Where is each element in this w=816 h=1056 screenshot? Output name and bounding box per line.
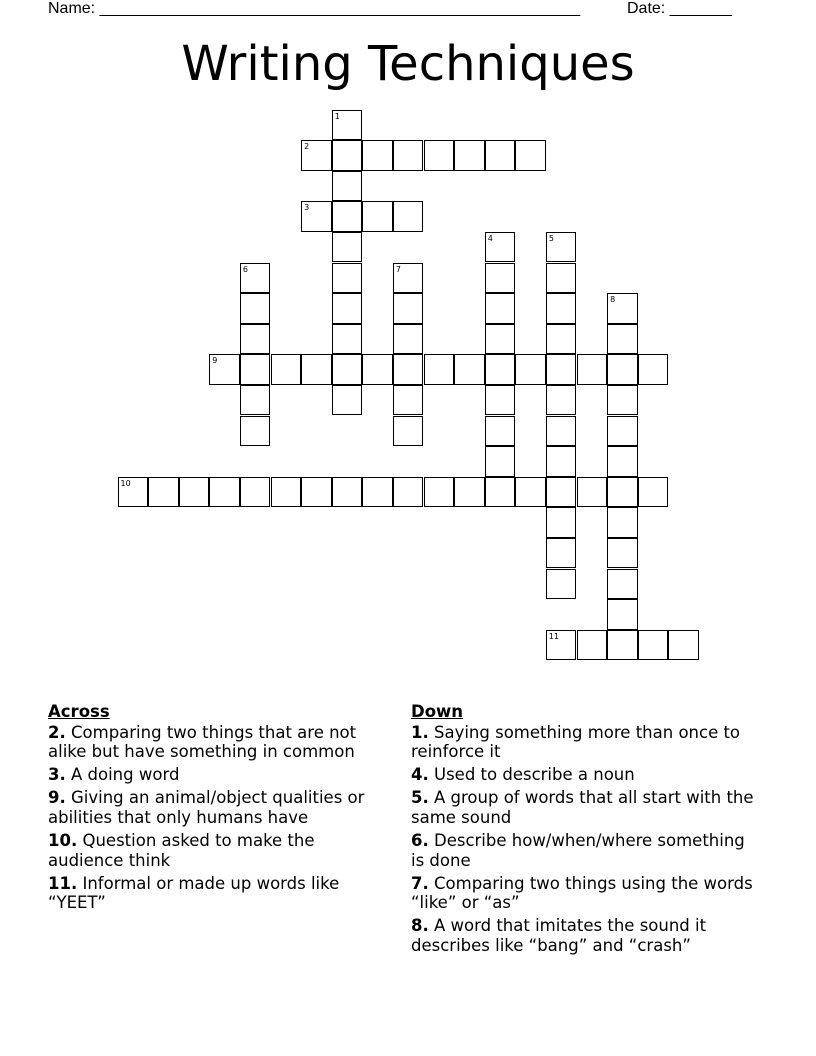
across-clue bbox=[48, 723, 393, 762]
crossword-cell[interactable] bbox=[240, 263, 271, 294]
crossword-cell[interactable] bbox=[607, 599, 638, 630]
clue-number: 5. bbox=[411, 788, 429, 808]
crossword-cell[interactable] bbox=[546, 569, 577, 600]
clue-number: 6. bbox=[411, 831, 429, 851]
down-clue bbox=[411, 831, 756, 870]
crossword-cell[interactable] bbox=[209, 354, 240, 385]
crossword-cell[interactable] bbox=[607, 507, 638, 538]
down-clues bbox=[411, 702, 756, 959]
crossword-cell[interactable] bbox=[332, 140, 363, 171]
crossword-cell[interactable] bbox=[332, 354, 363, 385]
crossword-cell[interactable] bbox=[424, 477, 455, 508]
crossword-cell[interactable] bbox=[362, 477, 393, 508]
clue-text: A group of words that all start with the same sound bbox=[411, 788, 754, 827]
cell-number: 6 bbox=[242, 264, 248, 274]
crossword-cell[interactable] bbox=[607, 538, 638, 569]
clue-number: 11. bbox=[48, 873, 78, 893]
cell-number: 2 bbox=[304, 142, 310, 152]
crossword-cell[interactable] bbox=[485, 354, 516, 385]
crossword-cell[interactable] bbox=[668, 630, 699, 661]
crossword-cell[interactable] bbox=[546, 446, 577, 477]
clue-number: 1. bbox=[411, 722, 429, 742]
crossword-cell[interactable] bbox=[240, 324, 271, 355]
cell-number: 1 bbox=[334, 111, 340, 121]
crossword-cell[interactable] bbox=[393, 324, 424, 355]
down-clue bbox=[411, 874, 756, 913]
crossword-cell[interactable] bbox=[638, 630, 669, 661]
crossword-cell[interactable] bbox=[485, 293, 516, 324]
crossword-cell[interactable] bbox=[240, 477, 271, 508]
crossword-cell[interactable] bbox=[332, 232, 363, 263]
clue-number: 10. bbox=[48, 831, 78, 851]
crossword-cell[interactable] bbox=[393, 293, 424, 324]
crossword-cell[interactable] bbox=[332, 324, 363, 355]
clue-text: Question asked to make the audience think bbox=[48, 831, 315, 870]
crossword-cell[interactable] bbox=[485, 477, 516, 508]
crossword-cell[interactable] bbox=[607, 354, 638, 385]
crossword-cell[interactable] bbox=[271, 477, 302, 508]
crossword-cell[interactable] bbox=[577, 477, 608, 508]
crossword-cell[interactable] bbox=[240, 385, 271, 416]
down-clue bbox=[411, 765, 756, 785]
crossword-cell[interactable] bbox=[485, 140, 516, 171]
crossword-cell[interactable] bbox=[424, 354, 455, 385]
crossword-cell[interactable] bbox=[240, 354, 271, 385]
down-clue bbox=[411, 788, 756, 827]
cell-number: 4 bbox=[487, 233, 493, 243]
crossword-cell[interactable] bbox=[546, 507, 577, 538]
crossword-cell[interactable] bbox=[546, 477, 577, 508]
crossword-cell[interactable] bbox=[424, 140, 455, 171]
crossword-cell[interactable] bbox=[607, 385, 638, 416]
clue-text: Saying something more than once to reinforce it bbox=[411, 722, 741, 762]
crossword-cell[interactable] bbox=[362, 140, 393, 171]
crossword-cell[interactable] bbox=[638, 354, 669, 385]
crossword-cell[interactable] bbox=[454, 477, 485, 508]
crossword-cell[interactable] bbox=[332, 477, 363, 508]
cell-number: 8 bbox=[610, 295, 616, 305]
page-title: Writing Techniques bbox=[181, 36, 635, 92]
crossword-cell[interactable] bbox=[577, 630, 608, 661]
crossword-cell[interactable] bbox=[240, 416, 271, 447]
clue-number: 9. bbox=[48, 788, 66, 808]
crossword-cell[interactable] bbox=[148, 477, 179, 508]
crossword-cell[interactable] bbox=[515, 140, 546, 171]
crossword-cell[interactable] bbox=[607, 477, 638, 508]
date-field-label: Date: _______ bbox=[627, 0, 732, 17]
crossword-cell[interactable] bbox=[393, 354, 424, 385]
crossword-cell[interactable] bbox=[393, 201, 424, 232]
crossword-cell[interactable] bbox=[301, 201, 332, 232]
crossword-cell[interactable] bbox=[393, 263, 424, 294]
crossword-cell[interactable] bbox=[454, 140, 485, 171]
crossword-cell[interactable] bbox=[454, 354, 485, 385]
crossword-cell[interactable] bbox=[607, 446, 638, 477]
crossword-cell[interactable] bbox=[393, 416, 424, 447]
clue-text: Giving an animal/object qualities or abilities that only humans have bbox=[48, 788, 365, 827]
crossword-cell[interactable] bbox=[546, 232, 577, 263]
cell-number: 10 bbox=[120, 478, 131, 488]
crossword-cell[interactable] bbox=[332, 293, 363, 324]
crossword-cell[interactable] bbox=[546, 324, 577, 355]
crossword-cell[interactable] bbox=[118, 477, 149, 508]
crossword-cell[interactable] bbox=[393, 140, 424, 171]
down-clue bbox=[411, 723, 756, 762]
crossword-cell[interactable] bbox=[301, 477, 332, 508]
clue-text: A doing word bbox=[71, 765, 180, 785]
clue-text: Informal or made up words like “YEET” bbox=[48, 873, 340, 913]
crossword-cell[interactable] bbox=[607, 569, 638, 600]
crossword-cell[interactable] bbox=[485, 324, 516, 355]
clue-text: Comparing two things using the words “like” or “as” bbox=[411, 873, 753, 913]
cell-number: 11 bbox=[548, 631, 560, 641]
crossword-cell[interactable] bbox=[485, 446, 516, 477]
crossword-cell[interactable] bbox=[271, 354, 302, 385]
crossword-cell[interactable] bbox=[332, 385, 363, 416]
cell-number: 9 bbox=[212, 356, 218, 366]
across-heading: Across bbox=[48, 702, 110, 721]
crossword-cell[interactable] bbox=[301, 354, 332, 385]
across-clue bbox=[48, 788, 393, 827]
crossword-cell[interactable] bbox=[301, 140, 332, 171]
crossword-cell[interactable] bbox=[332, 171, 363, 202]
across-clue bbox=[48, 765, 393, 785]
crossword-cell[interactable] bbox=[607, 416, 638, 447]
clue-number: 8. bbox=[411, 916, 429, 936]
crossword-cell[interactable] bbox=[485, 385, 516, 416]
cell-number: 7 bbox=[395, 264, 401, 274]
crossword-cell[interactable] bbox=[485, 416, 516, 447]
crossword-cell[interactable] bbox=[362, 201, 393, 232]
cell-number: 3 bbox=[304, 203, 310, 213]
crossword-cell[interactable] bbox=[577, 354, 608, 385]
crossword-cell[interactable] bbox=[209, 477, 240, 508]
clue-number: 2. bbox=[48, 722, 66, 742]
across-clue bbox=[48, 831, 393, 870]
crossword-cell[interactable] bbox=[546, 416, 577, 447]
crossword-cell[interactable] bbox=[515, 354, 546, 385]
clue-text: Comparing two things that are not alike but have something in common bbox=[48, 722, 357, 762]
crossword-cell[interactable] bbox=[638, 477, 669, 508]
crossword-cell[interactable] bbox=[546, 263, 577, 294]
crossword-cell[interactable] bbox=[546, 538, 577, 569]
down-heading: Down bbox=[411, 702, 464, 721]
crossword-cell[interactable] bbox=[332, 263, 363, 294]
clue-text: Used to describe a noun bbox=[434, 765, 635, 785]
clue-text: A word that imitates the sound it describes like “bang” and “crash” bbox=[411, 916, 707, 956]
crossword-cell[interactable] bbox=[607, 293, 638, 324]
crossword-cell[interactable] bbox=[546, 354, 577, 385]
crossword-cell[interactable] bbox=[332, 110, 363, 141]
across-clue bbox=[48, 874, 393, 913]
crossword-cell[interactable] bbox=[546, 293, 577, 324]
crossword-cell[interactable] bbox=[362, 354, 393, 385]
crossword-cell[interactable] bbox=[240, 293, 271, 324]
crossword-cell[interactable] bbox=[546, 630, 577, 661]
crossword-cell[interactable] bbox=[485, 232, 516, 263]
name-field-label: Name: ______________________________________________________ bbox=[48, 0, 581, 17]
crossword-cell[interactable] bbox=[393, 385, 424, 416]
crossword-cell[interactable] bbox=[332, 201, 363, 232]
crossword-cell[interactable] bbox=[485, 263, 516, 294]
clue-number: 4. bbox=[411, 765, 429, 785]
crossword-cell[interactable] bbox=[179, 477, 210, 508]
crossword-cell[interactable] bbox=[515, 477, 546, 508]
crossword-cell[interactable] bbox=[546, 385, 577, 416]
clue-number: 3. bbox=[48, 765, 66, 785]
clue-number: 7. bbox=[411, 873, 429, 893]
crossword-cell[interactable] bbox=[607, 324, 638, 355]
cell-number: 5 bbox=[548, 233, 554, 243]
crossword-cell[interactable] bbox=[393, 477, 424, 508]
across-clues bbox=[48, 702, 393, 916]
crossword-cell[interactable] bbox=[607, 630, 638, 661]
clue-text: Describe how/when/where something is done bbox=[411, 831, 745, 870]
down-clue bbox=[411, 916, 756, 955]
